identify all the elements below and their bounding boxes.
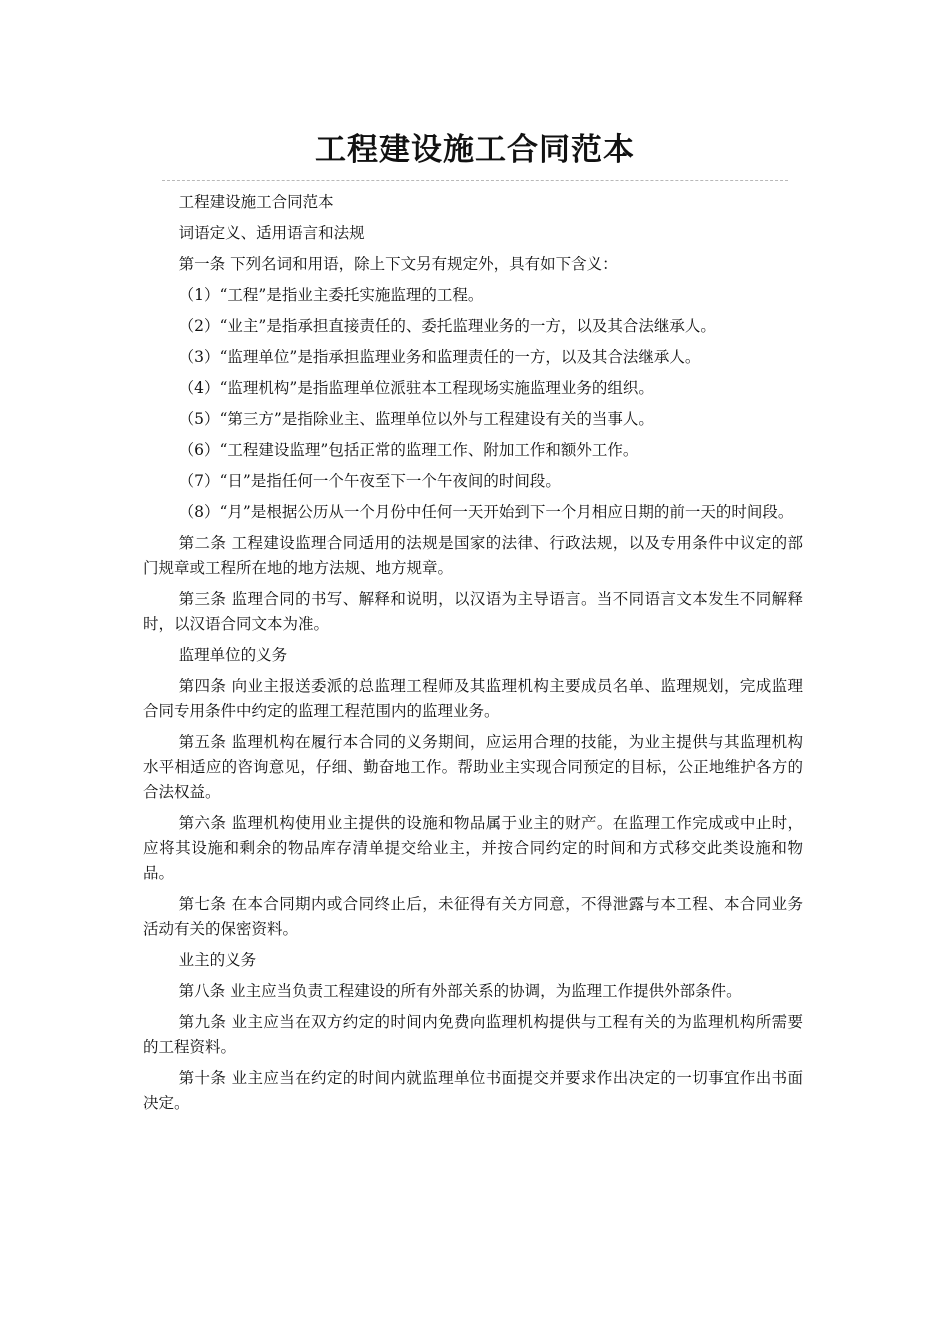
article-3: 第三条 监理合同的书写、解释和说明，以汉语为主导语言。当不同语言文本发生不同解释时，以汉语合同文本为准。: [143, 590, 803, 633]
section-heading-owner-obligations: 业主的义务: [178, 951, 257, 969]
document-body: [143, 190, 803, 1122]
definition-item-3: （3）“监理单位”是指承担监理业务和监理责任的一方，以及其合法继承人。: [178, 348, 701, 366]
article-2: 第二条 工程建设监理合同适用的法规是国家的法律、行政法规，以及专用条件中议定的部门规章或工程所在地的地方法规、地方规章。: [143, 534, 803, 577]
definition-item-2: （2）“业主”是指承担直接责任的、委托监理业务的一方，以及其合法继承人。: [178, 317, 716, 335]
section-heading-definitions: 词语定义、适用语言和法规: [178, 224, 365, 242]
section-heading-supervisor-obligations: 监理单位的义务: [178, 646, 288, 664]
article-9: 第九条 业主应当在双方约定的时间内免费向监理机构提供与工程有关的为监理机构所需要的工程资料。: [143, 1013, 803, 1056]
definition-item-4: （4）“监理机构”是指监理单位派驻本工程现场实施监理业务的组织。: [178, 379, 654, 397]
article-7: 第七条 在本合同期内或合同终止后，未征得有关方同意，不得泄露与本工程、本合同业务活动有关的保密资料。: [143, 895, 803, 938]
definition-item-1: （1）“工程”是指业主委托实施监理的工程。: [178, 286, 484, 304]
heading-contract-title: 工程建设施工合同范本: [178, 193, 334, 211]
article-8: 第八条 业主应当负责工程建设的所有外部关系的协调，为监理工作提供外部条件。: [178, 982, 742, 1000]
definition-item-5: （5）“第三方”是指除业主、监理单位以外与工程建设有关的当事人。: [178, 410, 654, 428]
title-divider: [162, 180, 788, 181]
article-10: 第十条 业主应当在约定的时间内就监理单位书面提交并要求作出决定的一切事宜作出书面决定。: [143, 1069, 803, 1112]
document-title: 工程建设施工合同范本: [315, 132, 635, 168]
definition-item-6: （6）“工程建设监理”包括正常的监理工作、附加工作和额外工作。: [178, 441, 639, 459]
article-6: 第六条 监理机构使用业主提供的设施和物品属于业主的财产。在监理工作完成或中止时，应将其设施和剩余的物品库存清单提交给业主，并按合同约定的时间和方式移交此类设施和物品。: [143, 814, 803, 882]
article-4: 第四条 向业主报送委派的总监理工程师及其监理机构主要成员名单、监理规划，完成监理合同专用条件中约定的监理工程范围内的监理业务。: [143, 677, 803, 720]
article-1: 第一条 下列名词和用语，除上下文另有规定外，具有如下含义：: [178, 255, 618, 273]
article-5: 第五条 监理机构在履行本合同的义务期间，应运用合理的技能，为业主提供与其监理机构水平相适应的咨询意见，仔细、勤奋地工作。帮助业主实现合同预定的目标，公正地维护各方的合法权益。: [143, 733, 803, 801]
definition-item-7: （7）“日”是指任何一个午夜至下一个午夜间的时间段。: [178, 472, 561, 490]
definition-item-8: （8）“月”是根据公历从一个月份中任何一天开始到下一个月相应日期的前一天的时间段。: [178, 503, 794, 521]
